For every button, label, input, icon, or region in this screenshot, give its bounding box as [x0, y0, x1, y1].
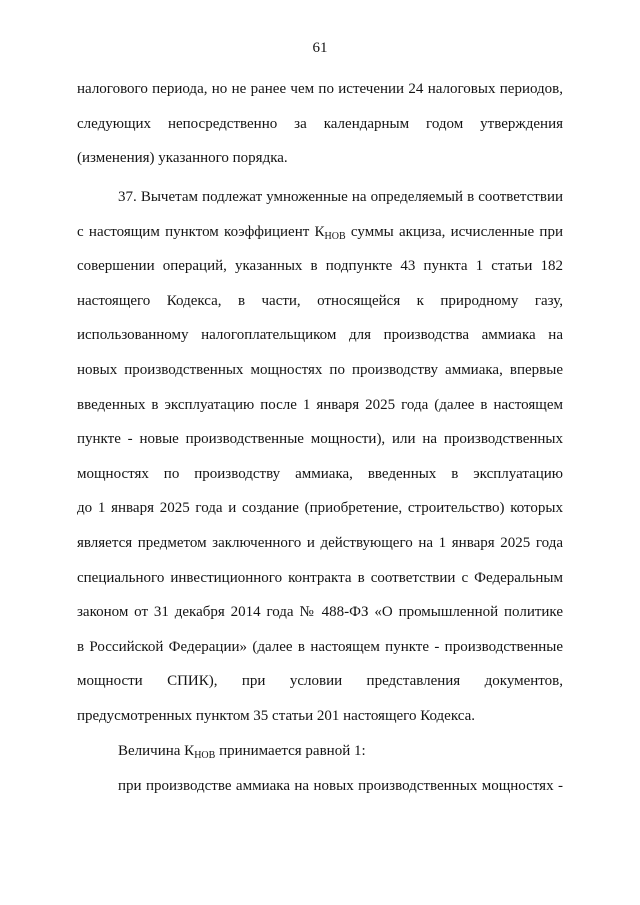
- text-line: законом от 31 декабря 2014 года № 488-ФЗ «О промышленной политике: [77, 604, 563, 621]
- text-fragment: с настоящим пунктом коэффициент К: [77, 223, 325, 240]
- text-line: настоящего Кодекса, в части, относящейся к природному газу,: [77, 292, 563, 309]
- text-line: совершении операций, указанных в подпункте 43 пункта 1 статьи 182: [77, 258, 563, 275]
- text-line: мощности СПИК), при условии представления документов,: [77, 673, 563, 690]
- text-line: специального инвестиционного контракта в соответствии с Федеральным: [77, 569, 563, 586]
- text-line: при производстве аммиака на новых производственных мощностях -: [118, 778, 563, 794]
- text-line: следующих непосредственно за календарным годом утверждения: [77, 115, 563, 132]
- text-line: до 1 января 2025 года и создание (приобретение, строительство) которых: [77, 500, 563, 517]
- paragraph-knov-value: [77, 734, 563, 769]
- text-line: 37. Вычетам подлежат умноженные на определяемый в соответствии: [118, 189, 563, 205]
- text-line: [77, 734, 563, 769]
- coefficient-subscript: НОВ: [324, 230, 346, 242]
- coefficient-subscript: НОВ: [194, 750, 216, 761]
- text-line: налогового периода, но не ранее чем по истечении 24 налоговых периодов,: [77, 81, 563, 97]
- paragraph-item-37: [77, 180, 563, 734]
- text-line: введенных в эксплуатацию после 1 января 2025 года (далее в настоящем: [77, 396, 563, 413]
- page-number: 61: [312, 40, 328, 56]
- text-fragment: суммы акциза, исчисленные при: [345, 223, 563, 240]
- text-fragment: Величина К: [118, 743, 195, 759]
- text-line: [77, 215, 563, 250]
- text-line: пункте - новые производственные мощности), или на производственных: [77, 431, 563, 448]
- text-line: мощностях по производству аммиака, введенных в эксплуатацию: [77, 465, 563, 482]
- text-line: в Российской Федерации» (далее в настоящем пункте - производственные: [77, 638, 563, 655]
- text-line: (изменения) указанного порядка.: [77, 150, 288, 167]
- paragraph-continuation: [77, 72, 563, 176]
- text-line: предусмотренных пунктом 35 статьи 201 настоящего Кодекса.: [77, 707, 475, 724]
- text-line: использованному налогоплательщиком для производства аммиака на: [77, 327, 563, 344]
- paragraph-condition: [77, 769, 563, 804]
- text-line: является предметом заключенного и действующего на 1 января 2025 года: [77, 534, 563, 551]
- text-line: новых производственных мощностях по производству аммиака, впервые: [77, 361, 563, 378]
- text-fragment: принимается равной 1:: [215, 743, 366, 759]
